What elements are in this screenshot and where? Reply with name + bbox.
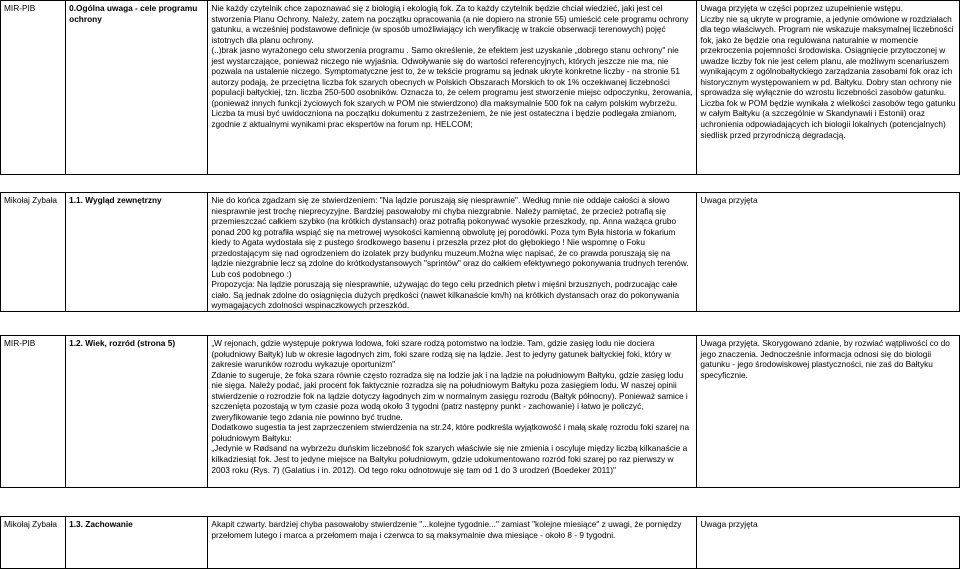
author-cell: Mikołaj Zybała <box>1 193 66 312</box>
response-cell <box>697 193 960 312</box>
section-cell: 0.Ogólna uwaga - cele programu ochrony <box>66 1 208 175</box>
comment-paragraph: Nie każdy czytelnik chce zapoznawać się z biologią i ekologią fok. Za to każdy czytelnik będzie chciał wiedzieć, jaki jest cel stworzenia Planu Ochrony. Należy, zatem na początku opracowania (a nie dopiero na stronie 55) umieścić cele programu ochrony gatunku, a wcześniej podstawowe definicje (w sposób umożliwiający ich weryfikację w trakcie obserwacji terenowych) pojęć istotnych dla planu ochrony. <box>211 3 689 45</box>
row-spacer <box>1 488 960 517</box>
row-spacer <box>1 175 960 193</box>
comment-cell <box>208 1 697 175</box>
comment-paragraph: Akapit czwarty. bardziej chyba pasowałoby stwierdzenie "...kolejne tygodnie..." zamiast "kolejne miesiące" z uwagi, że porniędzy przełomem lutego i marca a przełomem maja i czerwca to są maksymalnie dwa miesiące - około 8 - 9 tygodni. <box>211 519 682 540</box>
response-cell <box>697 336 960 488</box>
author-cell: MIR-PIB <box>1 336 66 488</box>
comment-paragraph: Dodatkowo sugestia ta jest zaprzeczeniem stwierdzenia na str.24, które podkreśla wyjątkowość i małą skalę rozrodu foki szarej na południowym Bałtyku: <box>211 422 690 443</box>
comment-cell <box>208 193 697 312</box>
section-cell: 1.2. Wiek, rozród (strona 5) <box>66 336 208 488</box>
table-row <box>1 1 960 175</box>
response-paragraph: Liczby nie są ukryte w programie, a jedynie omówione w rozdziałach dla tego właściwych. Program nie wskazuje maksymalnej liczebności fok, jako że będzie ona regulowana naturalnie w momencie przekroczenia pojemności środowiska. Osiągnięcie przytoczonej w uwadze liczby fok nie jest celem planu, ale możliwym scenariuszem wynikającym z ogólnobałtyckiego zarządzania zasobami fok oraz ich historycznym występowaniem w pd. Bałtyku. Dobry stan ochrony nie sprowadza się wyłącznie do wzrostu liczebności zasobów gatunku. Liczba fok w POM będzie wynikała z wielkości zasobów tego gatunku w całym Bałtyku (a szczególnie w Skandynawii i Estonii) oraz uchronienia odpowiadających ich biologii lokalnych (potencjalnych) siedlisk przed przyrodniczą degradacją. <box>700 13 956 140</box>
author-cell: Mikołaj Zybała <box>1 517 66 569</box>
response-cell <box>697 517 960 569</box>
response-paragraph: Uwaga przyjęta <box>700 195 758 205</box>
comment-paragraph: „Jedynie w Rødsand na wybrzeżu duńskim liczebność fok szarych właściwie się nie zmienia i oscyluje między liczbą kilkanaście a kilkadziesiąt fok. Jest to jedyne miejsce na Bałtyku południowym, gdzie udokumentowano rozród foki szarej po raz pierwszy w 2003 roku (Rys. 7) (Galatius i in. 2012). Od tego roku odnotowuje się tam od 1 do 3 urodzeń (Boedeker 2011)" <box>211 443 688 475</box>
author-cell: MIR-PIB <box>1 1 66 175</box>
table-row <box>1 517 960 569</box>
section-cell: 1.1. Wygląd zewnętrzny <box>66 193 208 312</box>
comment-paragraph: (..)brak jasno wyrażonego celu stworzenia programu . Samo określenie, że efektem jest uzyskanie „dobrego stanu ochrony" nie jest wystarczające, ponieważ niczego nie wyjaśnia. Odwoływanie się do wartości referencyjnych, których jeszcze nie ma, nie pozwala na ustalenie niczego. Symptomatyczne jest to, że w tekście programu są jednak ukryte konkretne liczby - na stronie 51 autorzy podają, że przeciętna liczba fok szarych obecnych w Polskich Obszarach Morskich to ok 1% oczekiwanej liczebności populacji bałtyckiej, tzn. liczba 250-500 osobników. Oznacza to, że celem programu jest stworzenie miejsc odpoczynku, żerowania, (ponieważ innych funkcji życiowych fok szarych w POM nie stwierdzono) dla maksymalnie 500 fok na całym polskim wybrzeżu. Liczba ta musi być uwidoczniona na początku dokumentu z zastrzeżeniem, że nie jest ostateczna i będzie podlegała zmianom, zgodnie z aktualnymi wynikami prac ekspertów na forum np. HELCOM; <box>211 45 693 130</box>
comment-paragraph: „W rejonach, gdzie występuje pokrywa lodowa, foki szare rodzą potomstwo na lodzie. Tam, gdzie zasięg lodu nie dociera (południowy Bałtyk) lub w okresie łagodnych zim, foki szare rodzą się na lądzie. Jest to jedyny gatunek bałtyckiej foki, który w zakresie warunków rozrodu wykazuje oportunizm" <box>211 338 671 370</box>
section-cell: 1.3. Zachowanie <box>66 517 208 569</box>
comment-paragraph: Nie do końca zgadzam się ze stwierdzeniem: "Na lądzie poruszają się niesprawnie". Według mnie nie oddaje całości a słowo niesprawnie jest trochę nieprecyzyjne. Bardziej pasowałoby mi chyba niezgrabnie. Należy pamiętać, że przecież potrafią się przemieszczać całkiem szybko (na krótkich dystansach) oraz potrafią pokonywać wysokie przeszkody, np. Anna ważąca grubo ponad 200 kg potrafiła wspiąć się na metrowej wysokości kamienną obwolutę jej porodówki. Poza tym Była historia w fokarium kiedy to Agata wydostała się z pustego środkowego basenu i przeszła przez płot do głębokiego ! Nie wspomnę o Foku przedostającym się nad ogrodzeniem do izolatek przy budynku muzeum.Można więc napisać, że co prawda poruszają się na lądzie niezgrabnie lecz są zdolne do krótkodystansowych "sprintów" oraz do całkiem efektywnego pokonywania trudnych terenów. Lub coś podobnego :) <box>211 195 689 279</box>
comment-paragraph: Propozycja: Na lądzie poruszają się niesprawnie, używając do tego celu przednich płetw i mięśni brzusznych, podrzucając całe ciało. Są jednak zdolne do osiągnięcia dużych prędkości (nawet kilkanaście km/h) na krótkich dystansach oraz do pokonywania wymagających zdolności wspinaczkowych przeszkód. <box>211 279 680 311</box>
table-row <box>1 336 960 488</box>
response-paragraph: Uwaga przyjęta w części poprzez uzupełnienie wstępu. <box>700 3 903 13</box>
comment-cell <box>208 517 697 569</box>
table-row <box>1 193 960 312</box>
response-paragraph: Uwaga przyjęta <box>700 519 758 530</box>
comment-paragraph: Zdanie to sugeruje, że foka szara równie często rozradza się na lodzie jak i na lądzie na południowym Bałtyku, gdzie zasięg lodu nie sięga. Należy podać, jaki procent fok faktycznie rozradza się na południowym Bałtyku poza zasięgiem lodu. W naszej opinii stwierdzenie o rozrodzie fok na lądzie dotyczy łagodnych zim w normalnym zasięgu rozrodu (Bałtyk północny). Ponieważ samice i szczenięta pozostają w tym czasie poza wodą około 3 tygodni (patrz następny punkt - zachowanie) i łatwo je policzyć, zweryfikowanie tego zdania nie powinno być trudne. <box>211 369 688 422</box>
comment-cell <box>208 336 697 488</box>
row-spacer <box>1 312 960 336</box>
response-paragraph: Uwaga przyjęta. Skorygowano zdanie, by rozwiać wątpliwości co do jego znaczenia. Jednocześnie informacja odnosi się do biologii gatunku - jego środowiskowej plastyczności, nie zaś do Bałtyku specyficznie. <box>700 338 950 380</box>
response-cell <box>697 1 960 175</box>
